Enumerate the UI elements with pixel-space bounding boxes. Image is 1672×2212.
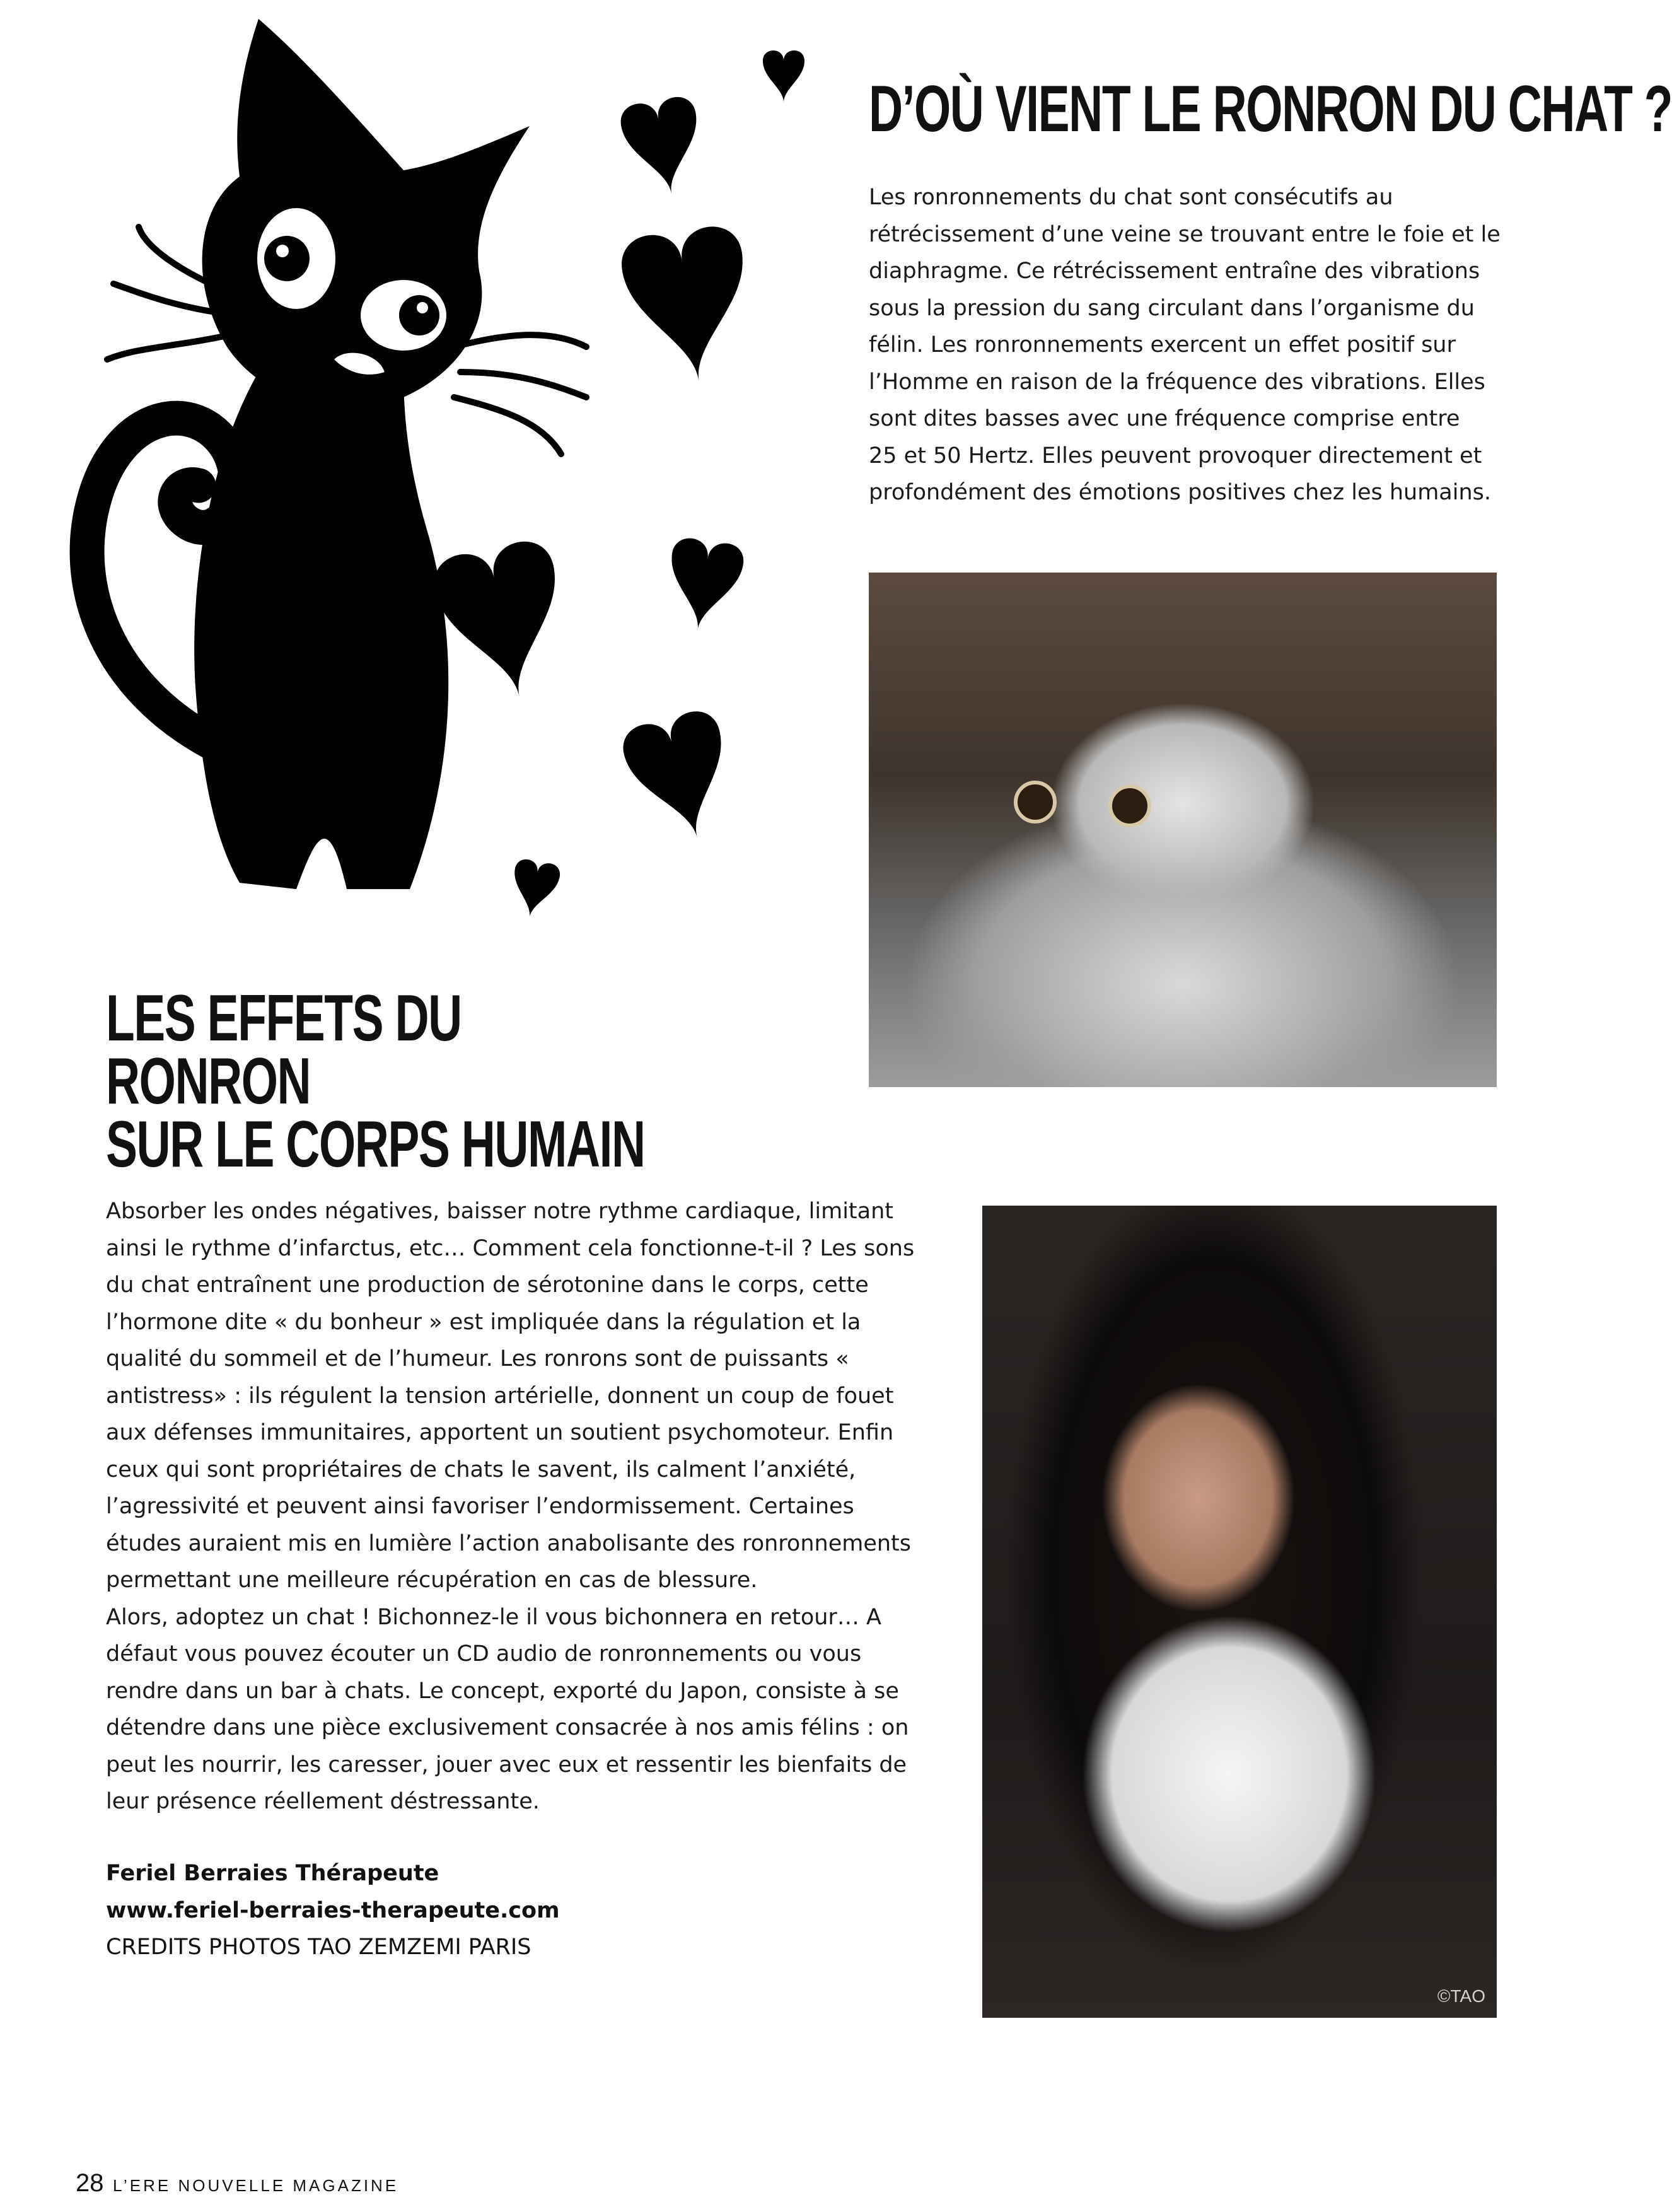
paragraph-effects: [106, 1193, 914, 1820]
kitten-eye: [1014, 781, 1057, 824]
paragraph-line: profondément des émotions positives chez les humains.: [869, 480, 1492, 505]
paragraph-line: leur présence réellement déstressante.: [106, 1789, 540, 1814]
kitten-photo: [869, 573, 1497, 1087]
paragraph-line: défaut vous pouvez écouter un CD audio de ronronnements ou vous: [106, 1641, 862, 1667]
cat-hearts-illustration: [50, 19, 832, 940]
article-heading-purr-origin: D’OÙ VIENT LE RONRON DU CHAT ?: [869, 73, 1672, 146]
paragraph-line: l’agressivité et peuvent ainsi favoriser l’endormissement. Certaines: [106, 1494, 854, 1519]
paragraph-line: rétrécissement d’une veine se trouvant entre le foie et le: [869, 221, 1501, 247]
paragraph-line: Les ronronnements du chat sont consécutifs au: [869, 185, 1393, 210]
paragraph-line: Alors, adoptez un chat ! Bichonnez-le il vous bichonnera en retour… A: [106, 1604, 881, 1630]
paragraph-purr-origin: [869, 179, 1501, 511]
heading-line: RONRON: [106, 1045, 311, 1118]
heart-icon: [763, 50, 804, 103]
paragraph-line: sont dites basses avec une fréquence comprise entre: [869, 406, 1460, 431]
paragraph-line: Absorber les ondes négatives, baisser notre rythme cardiaque, limitant: [106, 1199, 893, 1224]
heart-icon: [618, 94, 709, 201]
paragraph-line: l’hormone dite « du bonheur » est impliquée dans la régulation et la: [106, 1309, 861, 1335]
heart-icon: [507, 858, 562, 921]
photo-credits: CREDITS PHOTOS TAO ZEMZEMI PARIS: [106, 1935, 531, 1960]
black-cat-illustration: [87, 19, 586, 889]
paragraph-line: ceux qui sont propriétaires de chats le savent, ils calment l’anxiété,: [106, 1457, 856, 1482]
paragraph-line: aux défenses immunitaires, apportent un soutient psychomoteur. Enfin: [106, 1420, 894, 1445]
photo-credit: ©TAO: [1437, 1986, 1485, 2006]
page-number: 28: [76, 2169, 104, 2197]
author-website-link[interactable]: www.feriel-berraies-therapeute.com: [106, 1897, 560, 1923]
article-signature: [106, 1855, 560, 1966]
heart-icon: [618, 706, 745, 851]
paragraph-line: détendre dans une pièce exclusivement consacrée à nos amis félins : on: [106, 1715, 909, 1740]
heart-icon: [429, 536, 579, 709]
heading-line: SUR LE CORPS HUMAIN: [106, 1108, 645, 1181]
paragraph-line: rendre dans un bar à chats. Le concept, exporté du Japon, consiste à se: [106, 1678, 899, 1704]
paragraph-line: ainsi le rythme d’infarctus, etc… Comment cela fonctionne-t-il ? Les sons: [106, 1235, 915, 1261]
paragraph-line: 25 et 50 Hertz. Elles peuvent provoquer directement et: [869, 443, 1482, 469]
heart-icon: [618, 223, 759, 389]
paragraph-line: diaphragme. Ce rétrécissement entraîne des vibrations: [869, 259, 1480, 284]
author-name: Feriel Berraies Thérapeute: [106, 1861, 439, 1886]
woman-with-cat-photo: [982, 1206, 1497, 2018]
page-footer: [76, 2169, 398, 2197]
paragraph-line: du chat entraînent une production de sérotonine dans le corps, cette: [106, 1272, 869, 1298]
paragraph-line: permettant une meilleure récupération en cas de blessure.: [106, 1568, 758, 1593]
paragraph-line: études auraient mis en lumière l’action anabolisante des ronronnements: [106, 1530, 912, 1556]
paragraph-line: sous la pression du sang circulant dans l’organisme du: [869, 295, 1475, 321]
paragraph-line: qualité du sommeil et de l’humeur. Les ronrons sont de puissants «: [106, 1346, 849, 1371]
paragraph-line: peut les nourrir, les caresser, jouer avec eux et ressentir les bienfaits de: [106, 1752, 907, 1778]
heading-line: LES EFFETS DU: [106, 982, 462, 1055]
paragraph-line: l’Homme en raison de la fréquence des vibrations. Elles: [869, 369, 1485, 395]
paragraph-line: antistress» : ils régulent la tension artérielle, donnent un coup de fouet: [106, 1383, 894, 1409]
kitten-eye: [1108, 784, 1151, 827]
magazine-name: L’ERE NOUVELLE MAGAZINE: [112, 2176, 399, 2195]
paragraph-line: félin. Les ronronnements exercent un effet positif sur: [869, 332, 1456, 358]
article-heading-effects: [106, 982, 645, 1181]
heart-icon: [662, 536, 746, 635]
